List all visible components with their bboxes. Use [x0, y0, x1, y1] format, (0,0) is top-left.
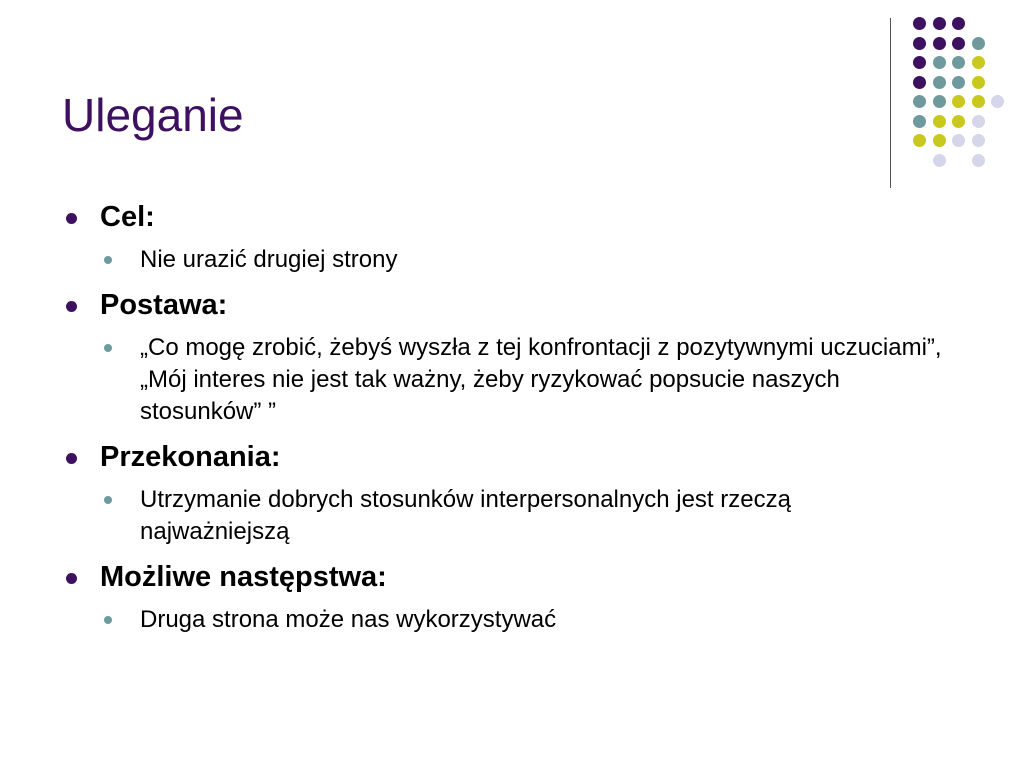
bullet-heading-przekonania — [62, 438, 942, 476]
bullet-item — [62, 332, 942, 428]
decorative-dot — [972, 115, 985, 128]
sub-bullet-dot-icon — [104, 496, 112, 504]
decorative-dot — [933, 115, 946, 128]
decorative-dot — [952, 37, 965, 50]
decorative-dot — [972, 76, 985, 89]
decorative-dot — [972, 134, 985, 147]
decorative-dot — [972, 37, 985, 50]
bullet-dot-icon — [66, 453, 77, 464]
decorative-dot — [913, 134, 926, 147]
slide-title: Uleganie — [62, 89, 244, 141]
item-text: Utrzymanie dobrych stosunków interpersonalnych jest rzeczą najważniejszą — [140, 486, 791, 545]
decorative-dot — [913, 37, 926, 50]
vertical-divider — [890, 18, 891, 188]
bullet-item — [62, 244, 942, 276]
bullet-heading-mozliwe-nastepstwa — [62, 558, 942, 596]
heading-text: Postawa: — [100, 289, 228, 321]
sub-bullet-dot-icon — [104, 256, 112, 264]
decorative-dot — [913, 95, 926, 108]
decorative-dot — [972, 95, 985, 108]
bullet-item — [62, 484, 942, 548]
decorative-dot — [913, 56, 926, 69]
decorative-dot — [933, 134, 946, 147]
heading-text: Możliwe następstwa: — [100, 561, 387, 593]
bullet-heading-cel — [62, 198, 942, 236]
decorative-dot — [933, 154, 946, 167]
bullet-dot-icon — [66, 301, 77, 312]
item-text: Nie urazić drugiej strony — [140, 246, 398, 273]
decorative-dot — [933, 56, 946, 69]
item-text: „Co mogę zrobić, żebyś wyszła z tej konfrontacji z pozytywnymi uczuciami”, „Mój interes nie jest tak ważny, żeby ryzykować popsucie naszych stosunków” ” — [140, 334, 942, 425]
decorative-dot — [972, 56, 985, 69]
decorative-dot — [913, 17, 926, 30]
decorative-dot — [933, 76, 946, 89]
decorative-dot — [952, 56, 965, 69]
heading-text: Cel: — [100, 201, 155, 233]
decorative-dot — [952, 17, 965, 30]
sub-bullet-dot-icon — [104, 344, 112, 352]
bullet-dot-icon — [66, 213, 77, 224]
slide-content — [62, 198, 942, 636]
decorative-dot — [972, 154, 985, 167]
decorative-dot — [952, 95, 965, 108]
sub-bullet-dot-icon — [104, 616, 112, 624]
decorative-dot — [913, 115, 926, 128]
decorative-dot — [952, 115, 965, 128]
decorative-dot — [913, 76, 926, 89]
bullet-item — [62, 604, 942, 636]
heading-text: Przekonania: — [100, 441, 281, 473]
decorative-dot — [952, 76, 965, 89]
item-text: Druga strona może nas wykorzystywać — [140, 606, 557, 633]
decorative-dot — [933, 17, 946, 30]
decorative-dot — [991, 95, 1004, 108]
bullet-heading-postawa — [62, 286, 942, 324]
decorative-dot — [952, 134, 965, 147]
decorative-dot — [933, 37, 946, 50]
decorative-dot — [933, 95, 946, 108]
bullet-dot-icon — [66, 573, 77, 584]
